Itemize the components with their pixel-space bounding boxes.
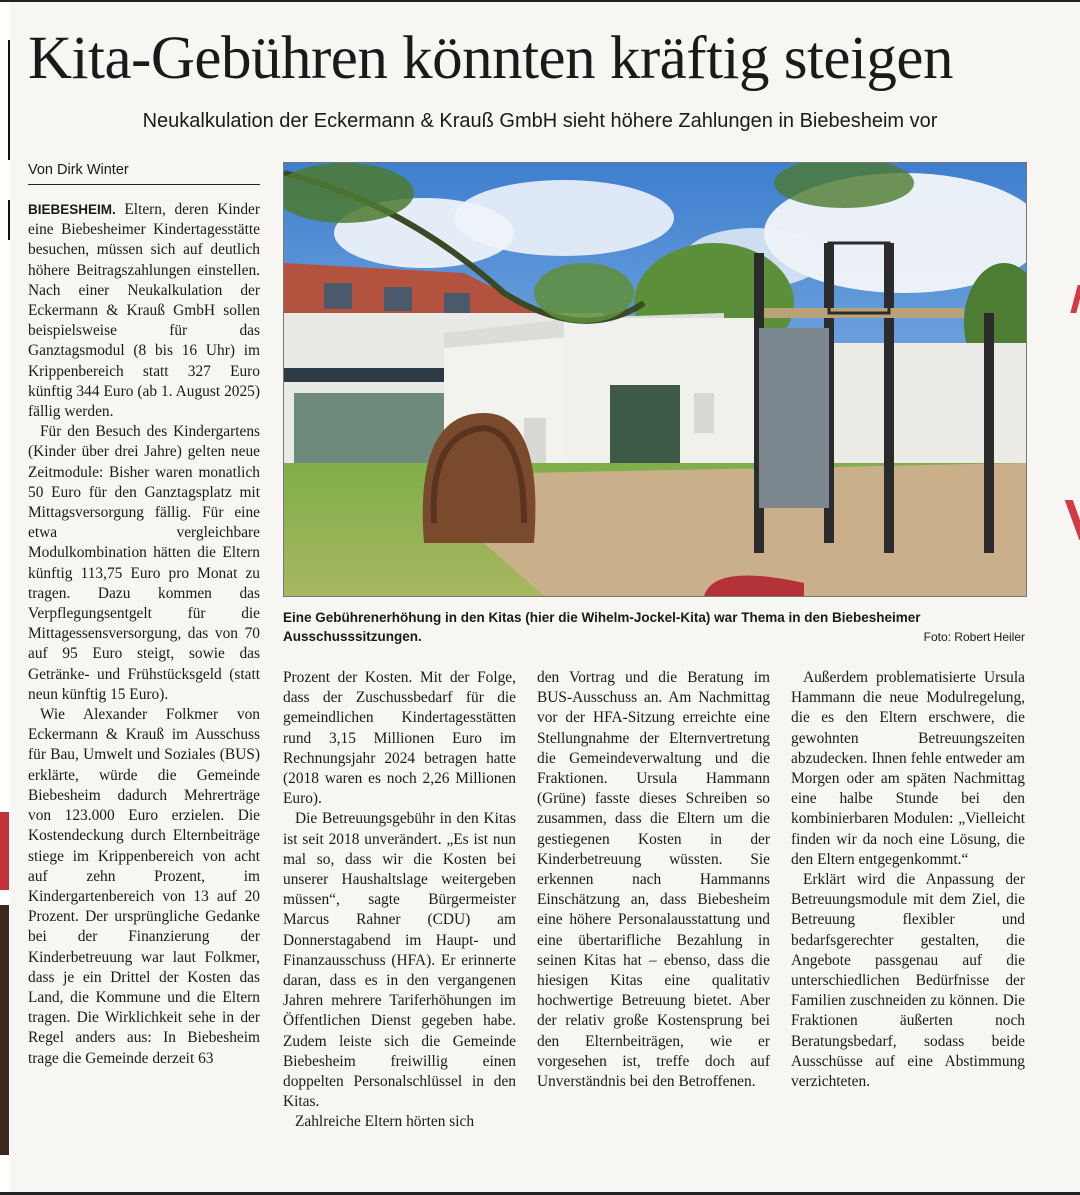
headline: Kita-Gebühren könnten kräftig steigen [28,25,954,92]
column-4 [791,668,1025,1092]
edge-red-shape [1065,500,1080,540]
top-border [0,0,1080,2]
paragraph: den Vortrag und die Beratung im BUS-Ausschuss an. Am Nachmittag vor der HFA-Sitzung erreichte eine Stellungnahme der Elternvertretung die Gemeindeverwaltung und die Fraktionen. Ursula Hammann (Grüne) fasste dieses Schreiben so zusammen, dass die Eltern um die gestiegenen Kosten in der Kinderbetreuung wüssten. Sie erkennen nach Hammanns Einschätzung an, dass Biebesheim eine höhere Personalausstattung und eine übertarifliche Bezahlung in seinen Kitas hat – ebenso, dass die hiesigen Kitas eine qualitativ hochwertige Betreuung bietet. Aber der relativ große Kostensprung bei den Elternbeiträgen, wie er vorgesehen ist, treffe doch auf Unverständnis bei den Betroffenen. [537,669,770,1091]
edge-red-block [0,812,9,890]
byline: Von Dirk Winter [28,160,260,185]
kita-photo [283,162,1027,597]
paragraph: Prozent der Kosten. Mit der Folge, dass der Zuschussbedarf für die gemeindlichen Kindertagesstätten rund 3,15 Millionen Euro im Rechnungsjahr 2024 betragen hatte (2018 waren es noch 2,26 Millionen Euro). [283,669,516,808]
paragraph: Wie Alexander Folkmer von Eckermann & Krauß im Ausschuss für Bau, Umwelt und Soziales (BUS) erklärte, würde die Gemeinde Biebesheim dadurch Mehrerträge von 123.000 Euro erzielen. Die Kostendeckung durch Elternbeiträge stiege im Krippenbereich von acht auf zehn Prozent, im Kindergartenbereich von 13 auf 20 Prozent. Der ursprüngliche Gedanke bei der Finanzierung der Kinderbetreuung war laut Folkmer, dass je ein Drittel der Kosten das Land, die Kommune und die Eltern tragen. Die Wirklichkeit sehe in der Regel anders aus: In Biebesheim trage die Gemeinde derzeit 63 [28,706,260,1067]
paragraph: Die Betreuungsgebühr in den Kitas ist seit 2018 unverändert. „Es ist nun mal so, dass wir die Kosten bei unserer Haushaltslage weitergeben müssen“, sagte Bürgermeister Marcus Rahner (CDU) am Donnerstagabend im Haupt- und Finanzausschuss (HFA). Er erinnerte daran, dass es in den vergangenen Jahren mehrere Tariferhöhungen im Öffentlichen Dienst gegeben habe. Zudem leiste sich die Gemeinde Biebesheim freiwillig einen doppelten Personalschlüssel in den Kitas. [283,810,516,1111]
photo-caption: Eine Gebührenerhöhung in den Kitas (hier die Wihelm-Jockel-Kita) war Thema in den Biebesheimer Ausschusssitzungen. [283,610,921,644]
subheadline: Neukalkulation der Eckermann & Krauß GmbH sieht höhere Zahlungen in Biebesheim vor [142,110,938,132]
paragraph-text: Eltern, deren Kinder eine Biebesheimer Kindertagesstätte besuchen, müssen sich auf deutlich höhere Beitragszahlungen einstellen. Nach einer Neukalkulation der Eckermann & Krauß GmbH sollen beispielsweise für das Ganztagsmodul (8 bis 16 Uhr) im Krippenbereich statt 327 Euro künftig 344 Euro (ab 1. August 2025) fällig werden. [28,201,260,421]
edge-red-shape [1070,285,1080,313]
paragraph: Erklärt wird die Anpassung der Betreuungsmodule mit dem Ziel, die Betreuung flexibler und bedarfsgerechter gestalten, die Angebote passgenau auf die unterschiedlichen Bedürfnisse der Familien zuschneiden zu können. Die Fraktionen äußerten noch Beratungsbedarf, sodass beide Ausschüsse auf eine Abstimmung verzichteten. [791,871,1025,1091]
paragraph [28,200,260,422]
playground-illustration [284,163,1026,596]
edge-rule [8,40,10,160]
dateline: BIEBESHEIM. [28,202,116,217]
paragraph: Für den Besuch des Kindergartens (Kinder über drei Jahre) gelten neue Zeitmodule: Bisher waren monatlich 50 Euro für den Ganztagsplatz mit Mittagsversorgung fällig. Für eine etwa vergleichbare Modulkombination hätten die Eltern künftig 113,75 Euro pro Monat zu tragen. Dazu kommen das Verpflegungsentgelt für die Mittagessensversorgung, das von 70 auf 95 Euro steigt, sowie das Getränke- und Frühstücksgeld (statt neun künftig 15 Euro). [28,423,260,703]
column-2 [283,668,516,1133]
left-page-edge [0,0,10,1195]
paragraph: Außerdem problematisierte Ursula Hammann die neue Modulregelung, die es den Eltern erschwere, die gewohnten Betreuungszeiten abzudecken. Ihnen fehle entweder am Morgen oder am späten Nachmittag eine halbe Stunde bei den kombinierbaren Modulen: „Vielleicht finden wir da noch eine Lösung, die den Eltern entgegenkommt.“ [791,669,1025,868]
edge-dark-block [0,905,9,1155]
column-1 [28,200,260,1069]
paragraph: Zahlreiche Eltern hörten sich [295,1113,475,1131]
edge-rule [8,200,10,240]
column-3 [537,668,770,1092]
photo-credit: Foto: Robert Heiler [923,630,1025,644]
right-page-edge [1062,270,1080,570]
